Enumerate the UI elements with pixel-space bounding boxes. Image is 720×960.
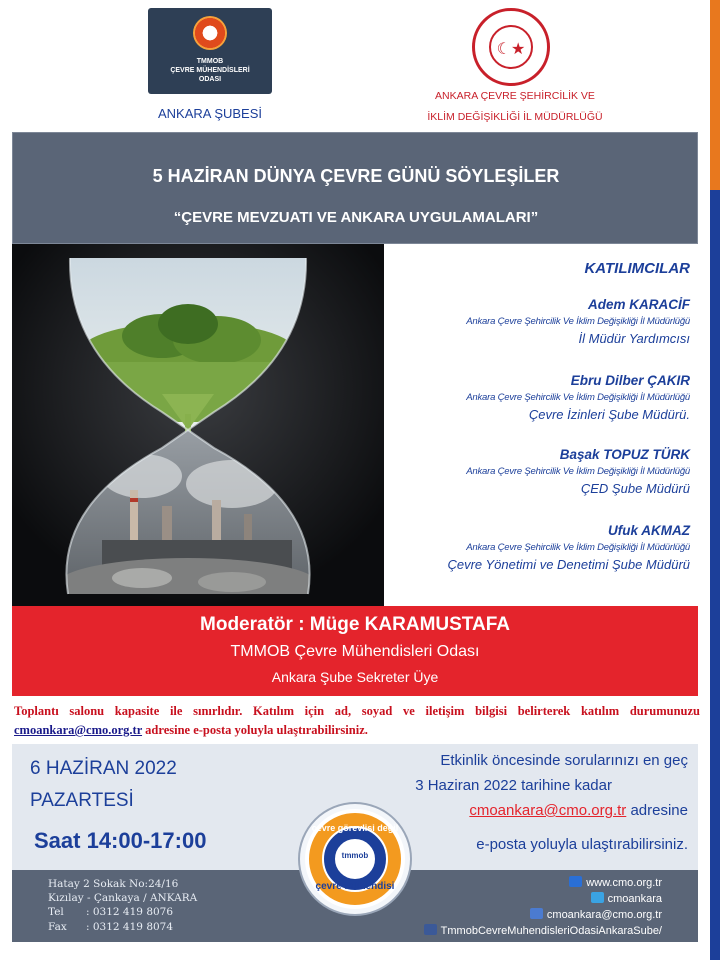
email-link[interactable]: cmoankara@cmo.org.tr [530,908,662,921]
moderator-org: TMMOB Çevre Mühendisleri Odası [230,643,480,660]
ministry-line-1: ANKARA ÇEVRE ŞEHİRCİLİK VE [435,90,595,102]
event-time: Saat 14:00-17:00 [34,828,207,853]
ministry-line-2: İKLİM DEĞİŞİKLİĞİ İL MÜDÜRLÜĞÜ [427,111,603,123]
hourglass-illustration [12,244,384,606]
ministry-seal [472,8,550,86]
hourglass-image [12,244,384,606]
twitter-link[interactable]: cmoankara [591,892,662,905]
branch-label: ANKARA ŞUBESİ [157,106,263,121]
questions-line-3: cmoankara@cmo.org.tr adresine [469,802,688,819]
edge-stripe-blue [710,190,720,960]
participant-org: Ankara Çevre Şehircilik Ve İklim Değişikliği İl Müdürlüğü [466,542,690,553]
tel-value: : 0312 419 8076 [86,906,174,918]
logo-line-2: ÇEVRE MÜHENDİSLERİ [170,67,250,74]
participant-2 [384,372,690,424]
event-subtitle: “ÇEVRE MEVZUATI VE ANKARA UYGULAMALARI” [173,209,539,226]
fax-value: : 0312 419 8074 [86,921,174,933]
participant-4 [384,522,690,574]
questions-line-2: 3 Haziran 2022 tarihine kadar [415,777,612,794]
capacity-notice: Toplantı salonu kapasite ile sınırlıdır. Katılım için ad, soyad ve iletişim bilgisi belirterek katılım durumunuzu cmoankara@cmo.org.tr adresine e-posta yoluyla ulaştırabilirsiniz. [14,704,700,737]
emblem-bottom-text: çevre mühendisi [315,881,395,892]
event-day: PAZARTESİ [30,790,134,811]
participant-3 [384,446,690,498]
emblem-mid-text: tmmob [341,851,369,860]
participant-role: Çevre Yönetimi ve Denetimi Şube Müdürü [447,557,690,572]
notice-email-link[interactable]: cmoankara@cmo.org.tr [14,723,143,737]
tmmob-logo [148,8,272,94]
title-band [12,132,698,244]
fax-label: Fax [48,921,67,933]
participant-name: Ufuk AKMAZ [608,523,690,538]
participant-1 [384,296,690,348]
address-line-1: Hatay 2 Sokak No:24/16 [48,878,179,890]
participant-role: Çevre İzinleri Şube Müdürü. [528,407,690,422]
participant-name: Adem KARACİF [587,297,690,312]
event-date: 6 HAZİRAN 2022 [30,758,177,779]
event-title: 5 HAZİRAN DÜNYA ÇEVRE GÜNÜ SÖYLEŞİLER [152,166,560,186]
moderator-band [12,606,698,696]
emblem-top-text: çevre görevlisi değil [311,823,399,833]
participant-org: Ankara Çevre Şehircilik Ve İklim Değişikliği İl Müdürlüğü [466,392,690,403]
twitter-icon [591,892,604,903]
address-line-2: Kızılay - Çankaya / ANKARA [48,892,198,904]
moderator-role: Ankara Şube Sekreter Üye [271,669,439,685]
participant-name: Ebru Dilber ÇAKIR [570,373,690,388]
participants-heading: KATILIMCILAR [584,260,690,277]
tmmob-ring-icon [193,16,227,50]
logo-line-3: ODASI [198,76,222,83]
mail-icon [530,908,543,919]
facebook-link[interactable]: TmmobCevreMuhendisleriOdasiAnkaraSube/ [424,924,662,937]
participant-name: Başak TOPUZ TÜRK [559,447,690,462]
participant-role: İl Müdür Yardımcısı [578,331,690,346]
moderator-name: Moderatör : Müge KARAMUSTAFA [200,614,510,635]
facebook-icon [424,924,437,935]
questions-line-4: e-posta yoluyla ulaştırabilirsiniz. [476,836,688,853]
logo-line-1: TMMOB [196,58,224,65]
cmo-emblem [300,804,410,914]
participant-role: ÇED Şube Müdürü [580,481,690,496]
globe-icon [569,876,582,887]
tel-label: Tel [48,906,64,918]
participant-org: Ankara Çevre Şehircilik Ve İklim Değişikliği İl Müdürlüğü [466,316,690,327]
edge-stripe-orange [710,0,720,190]
star-crescent-icon: ☾★ [496,41,526,58]
questions-line-1: Etkinlik öncesinde sorularınızı en geç [440,752,688,769]
web-link[interactable]: www.cmo.org.tr [569,876,662,889]
questions-email-link[interactable]: cmoankara@cmo.org.tr [469,802,627,819]
participant-org: Ankara Çevre Şehircilik Ve İklim Değişikliği İl Müdürlüğü [466,466,690,477]
